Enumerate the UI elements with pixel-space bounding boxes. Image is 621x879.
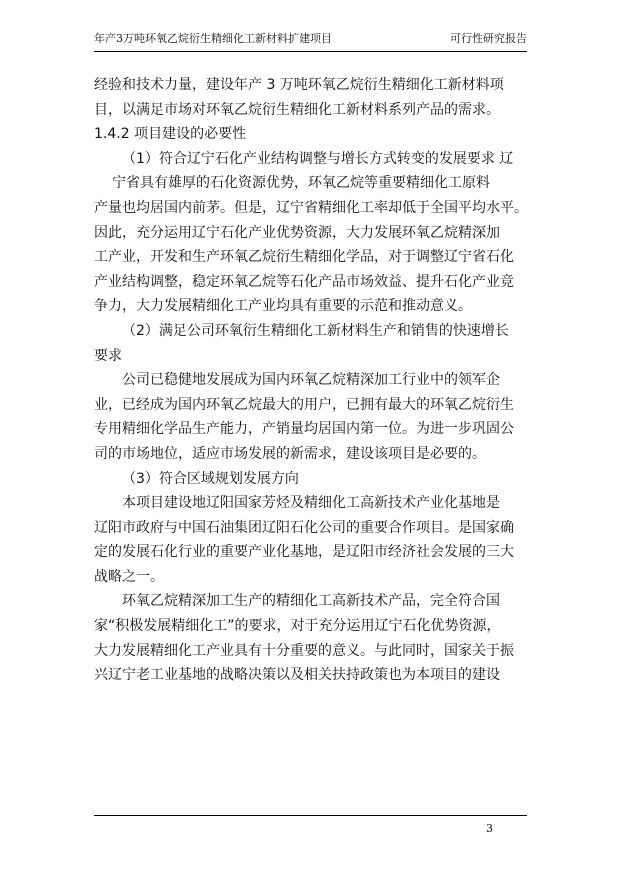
footer-rule [94,815,527,816]
text-line: 工产业，开发和生产环氧乙烷衍生精细化学品，对于调整辽宁省石化 [94,249,514,266]
text-line: 公司已稳健地发展成为国内环氧乙烷精深加工行业中的领军企 [122,372,500,389]
text-line: 家“积极发展精细化工”的要求，对于充分运用辽宁石化优势资源， [94,618,501,635]
text-line: 目，以满足市场对环氧乙烷衍生精细化工新材料系列产品的需求。 [94,101,500,118]
text-line: 专用精细化学品生产能力，产销量均居国内第一位。为进一步巩固公 [94,421,514,438]
text-line: 业，已经成为国内环氧乙烷最大的用户，已拥有最大的环氧乙烷衍生 [94,396,514,413]
text-line: 争力，大力发展精细化工产业均具有重要的示范和推动意义。 [94,298,472,315]
text-line: 要求 [94,347,122,364]
text-line: 本项目建设地辽阳国家芳烃及精细化工高新技术产业化基地是 [122,495,500,512]
text-line: 产量也均居国内前茅。但是，辽宁省精细化工率却低于全国平均水平。 [94,199,528,216]
body-text [94,73,527,688]
text-line: 因此，充分运用辽宁石化产业优势资源，大力发展环氧乙烷精深加 [94,224,500,241]
text-line: 兴辽宁老工业基地的战略决策以及相关扶持政策也为本项目的建设 [94,667,500,684]
text-line: 司的市场地位，适应市场发展的新需求，建设该项目是必要的。 [94,445,486,462]
header-doc-type: 可行性研究报告 [450,32,527,45]
text-line: 经验和技术力量，建设年产 3 万吨环氧乙烷衍生精细化工新材料项 [94,77,504,93]
text-line: 战略之一。 [94,568,164,585]
page-number: 3 [486,822,493,835]
text-line: 环氧乙烷精深加工生产的精细化工高新技术产品，完全符合国 [122,593,500,610]
section-heading: 1.4.2 项目建设的必要性 [94,126,247,143]
text-line: 大力发展精细化工产业具有十分重要的意义。与此同时，国家关于振 [94,642,514,659]
text-line: 宁省具有雄厚的石化资源优势，环氧乙烷等重要精细化工原料 [112,175,490,192]
text-line: （1）符合辽宁石化产业结构调整与增长方式转变的发展要求 辽 [122,150,514,167]
text-line: 产业结构调整，稳定环氧乙烷等石化产品市场效益、提升石化产业竞 [94,273,514,290]
text-line: 定的发展石化行业的重要产业化基地，是辽阳市经济社会发展的三大 [94,544,514,561]
header-rule [94,51,527,52]
header-title: 年产3万吨环氧乙烷衍生精细化工新材料扩建项目 [94,32,332,45]
text-line: （2）满足公司环氧衍生精细化工新材料生产和销售的快速增长 [122,322,509,339]
text-line: （3）符合区域规划发展方向 [122,470,299,487]
text-line: 辽阳市政府与中国石油集团辽阳石化公司的重要合作项目。是国家确 [94,519,514,536]
